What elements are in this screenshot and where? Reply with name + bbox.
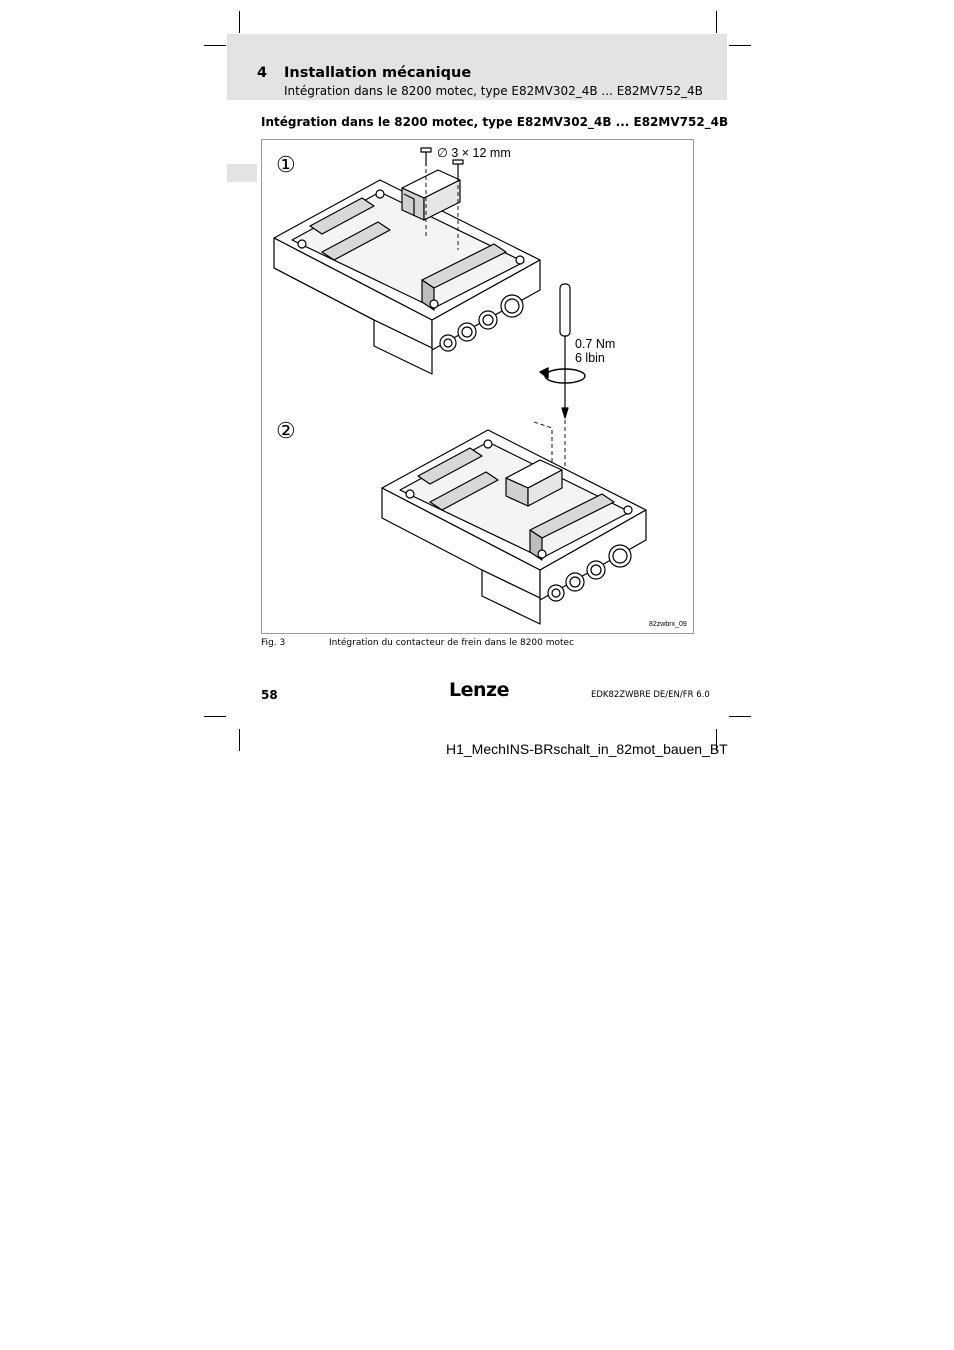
image-code: 82zwbrx_09 xyxy=(649,621,687,628)
crop-mark xyxy=(239,729,240,751)
torque-lbin-label: 6 lbin xyxy=(575,351,605,365)
step-2-marker: ② xyxy=(276,418,296,443)
crop-mark xyxy=(204,716,226,717)
installation-illustration xyxy=(262,140,695,635)
chapter-subtitle: Intégration dans le 8200 motec, type E82MV302_4B ... E82MV752_4B xyxy=(284,84,703,98)
brake-contactor-module xyxy=(402,170,460,220)
crop-mark xyxy=(729,45,751,46)
rotation-arrow-icon xyxy=(540,368,585,383)
crop-mark xyxy=(204,45,226,46)
chapter-number: 4 xyxy=(257,65,268,81)
crop-mark xyxy=(239,11,240,33)
lenze-logo: Lenze xyxy=(449,679,509,701)
screw-spec-label: ∅ 3 × 12 mm xyxy=(437,146,511,160)
page-number: 58 xyxy=(261,688,278,702)
section-heading: Intégration dans le 8200 motec, type E82MV302_4B ... E82MV752_4B xyxy=(261,115,729,129)
figure-caption: Intégration du contacteur de frein dans le 8200 motec xyxy=(329,638,575,648)
crop-mark xyxy=(716,11,717,33)
torque-nm-label: 0.7 Nm xyxy=(575,337,616,351)
step-1-marker: ① xyxy=(276,152,296,177)
job-reference: H1_MechINS-BRschalt_in_82mot_bauen_BT xyxy=(446,741,728,757)
chapter-title: Installation mécanique xyxy=(284,65,472,81)
figure-3 xyxy=(261,139,694,634)
language-tab xyxy=(227,164,257,182)
figure-number: Fig. 3 xyxy=(261,638,286,648)
terminal-box-lower xyxy=(382,430,646,624)
screwdriver-icon xyxy=(560,284,570,418)
crop-mark xyxy=(729,716,751,717)
document-code: EDK82ZWBRE DE/EN/FR 6.0 xyxy=(591,690,710,700)
